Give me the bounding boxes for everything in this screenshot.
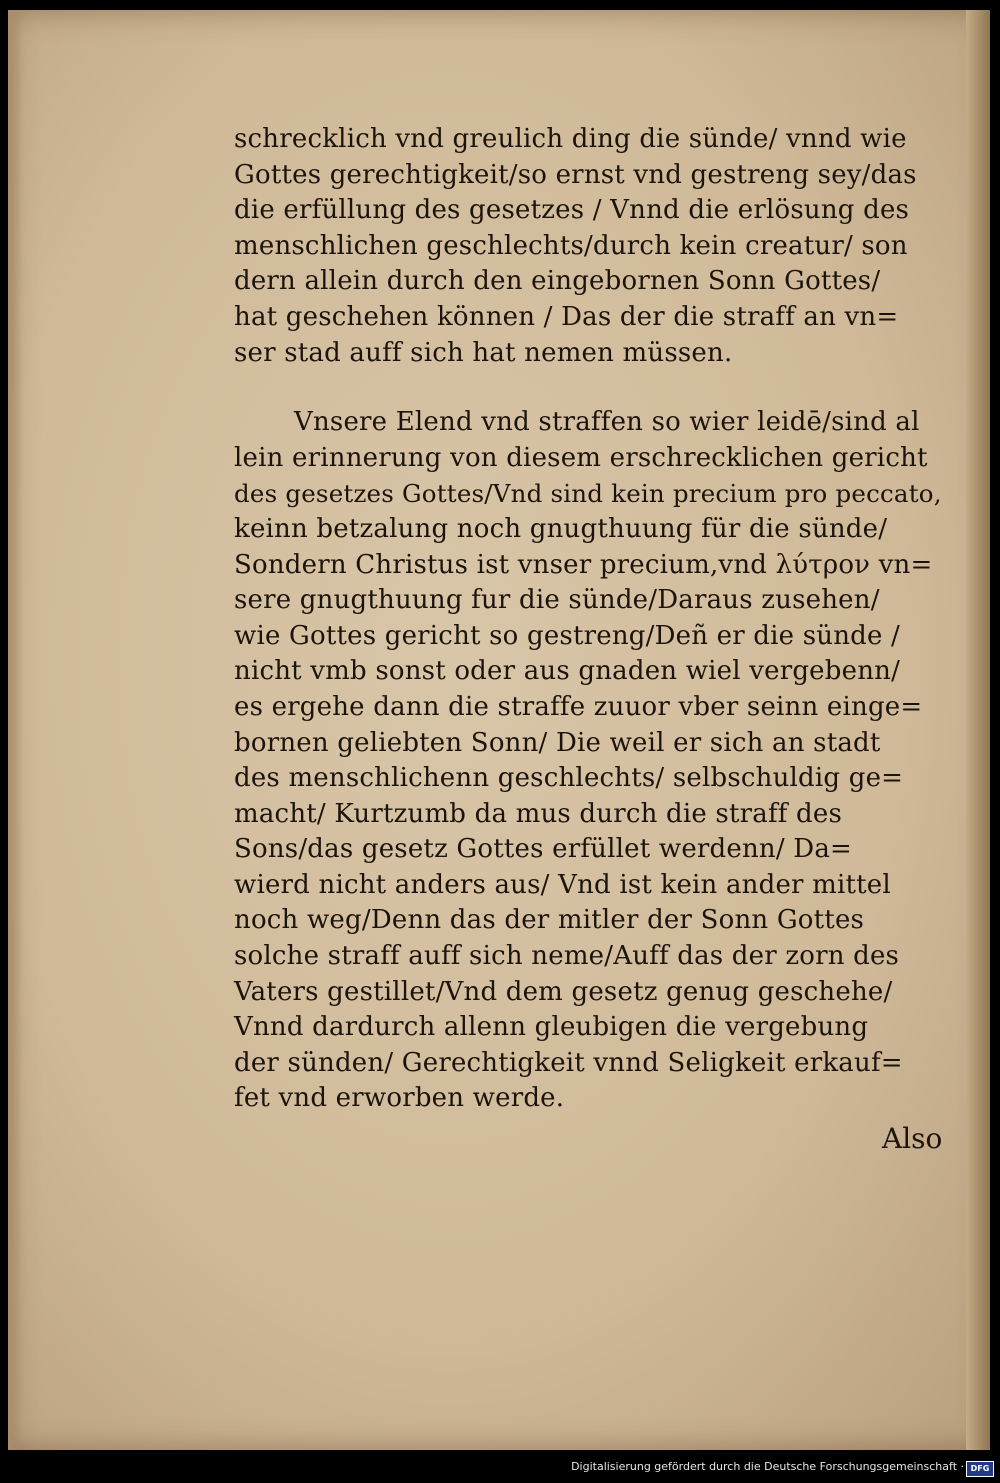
text-line: lein erinnerung von diesem erschrecklichen gericht	[234, 442, 928, 473]
text-line: sere gnugthuung fur die sünde/Daraus zusehen/	[234, 585, 880, 616]
paragraph-2	[234, 405, 954, 1117]
text-line: nicht vmb sonst oder aus gnaden wiel vergebenn/	[234, 656, 901, 687]
text-line: bornen geliebten Sonn/ Die weil er sich an stadt	[234, 727, 881, 758]
text-line: die erfüllung des gesetzes / Vnnd die erlösung des	[234, 195, 910, 226]
page-text	[234, 122, 954, 1117]
page-edge	[966, 10, 990, 1450]
text-line: macht/ Kurtzumb da mus durch die straff des	[234, 798, 843, 829]
text-line: dern allein durch den eingebornen Sonn Gottes/	[234, 266, 881, 297]
paragraph-1	[234, 122, 954, 371]
text-line: des menschlichenn geschlechts/ selbschuldig ge=	[234, 763, 904, 794]
text-line: Sons/das gesetz Gottes erfüllet werdenn/ Da=	[234, 834, 853, 865]
text-line: ser stad auff sich hat nemen müssen.	[234, 337, 733, 368]
text-line: Vaters gestillet/Vnd dem gesetz genug geschehe/	[234, 976, 893, 1007]
footer-bar	[0, 1455, 1000, 1483]
text-line: keinn betzalung noch gnugthuung für die sünde/	[234, 513, 888, 544]
text-line: es ergehe dann die straffe zuuor vber seinn einge=	[234, 691, 923, 722]
text-line: Vnsere Elend vnd straffen so wier leidē/sind al	[294, 407, 920, 438]
dfg-logo: DFG	[966, 1461, 994, 1477]
text-line: schrecklich vnd greulich ding die sünde/ vnnd wie	[234, 124, 907, 154]
funding-credit: Digitalisierung gefördert durch die Deutsche Forschungsgemeinschaft ·	[571, 1460, 964, 1473]
catchword: Also	[882, 1122, 943, 1155]
book-page	[8, 10, 990, 1450]
text-line: des gesetzes Gottes/Vnd sind kein precium pro peccato,	[234, 479, 942, 509]
text-line: noch weg/Denn das der mitler der Sonn Gottes	[234, 905, 865, 936]
text-line: Sondern Christus ist vnser precium,vnd λύτρον vn=	[234, 549, 933, 580]
text-line: der sünden/ Gerechtigkeit vnnd Seligkeit erkauf=	[234, 1047, 903, 1078]
text-line: fet vnd erworben werde.	[234, 1083, 565, 1114]
text-line: hat geschehen können / Das der die straff an vn=	[234, 301, 899, 332]
text-line: Vnnd dardurch allenn gleubigen die vergebung	[234, 1012, 869, 1043]
text-line: menschlichen geschlechts/durch kein creatur/ son	[234, 230, 908, 261]
text-line: solche straff auff sich neme/Auff das der zorn des	[234, 941, 900, 972]
text-line: wie Gottes gericht so gestreng/Deñ er die sünde /	[234, 620, 900, 651]
page-gutter-shadow	[8, 10, 22, 1450]
text-line: Gottes gerechtigkeit/so ernst vnd gestreng sey/das	[234, 159, 917, 190]
text-line: wierd nicht anders aus/ Vnd ist kein ander mittel	[234, 869, 891, 900]
